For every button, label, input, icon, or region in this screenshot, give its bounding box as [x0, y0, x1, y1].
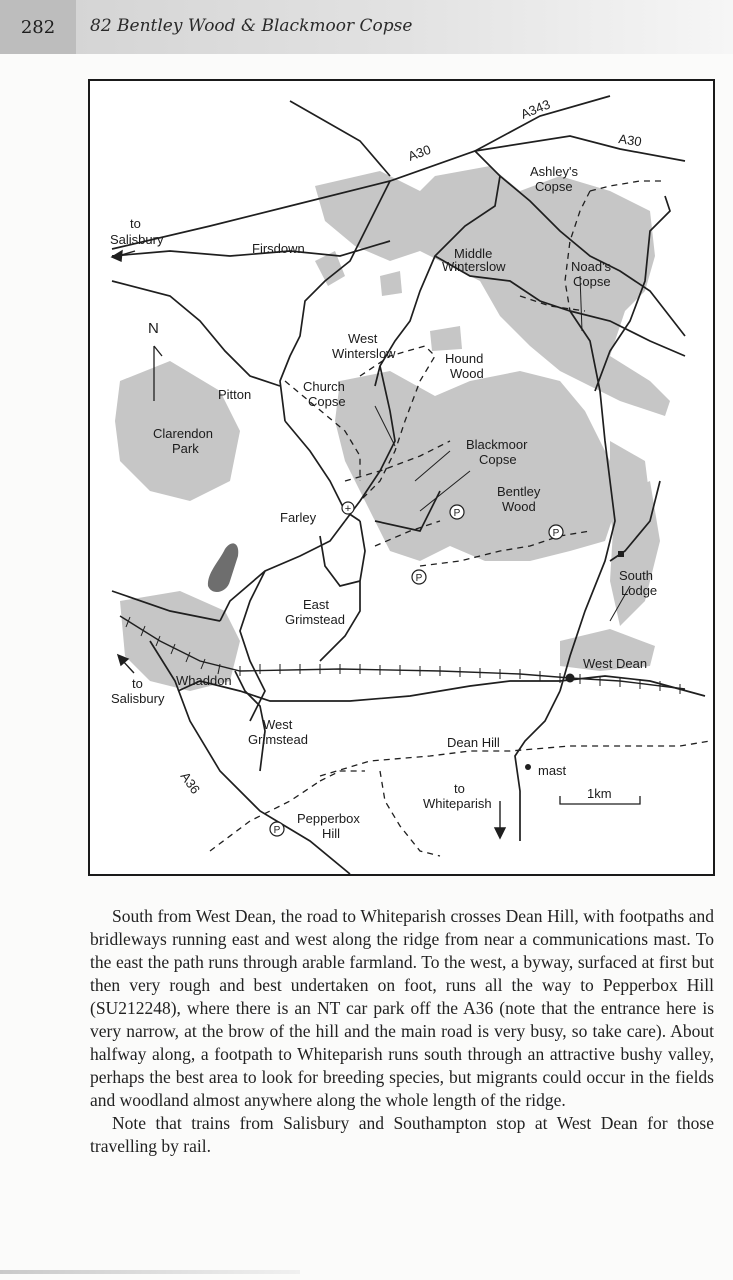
chapter-title: 82 Bentley Wood & Blackmoor Copse [90, 16, 413, 36]
label-bentley-wood-2: Wood [502, 499, 536, 514]
label-north: N [148, 320, 159, 337]
road-whaddon [178, 676, 705, 701]
label-noads-copse-2: Copse [573, 274, 611, 289]
label-noads-copse-1: Noad's [571, 259, 612, 274]
label-hound-wood-2: Wood [450, 366, 484, 381]
map-svg [90, 81, 713, 874]
paragraph-2: Note that trains from Salisbury and Southampton stop at West Dean for those travelling by rail. [90, 1113, 714, 1156]
label-to-whiteparish-2: Whiteparish [423, 796, 492, 811]
label-blackmoor-copse-1: Blackmoor [466, 437, 528, 452]
label-blackmoor-copse-2: Copse [479, 452, 517, 467]
label-a30-left: A30 [405, 141, 433, 164]
label-a36: A36 [177, 769, 204, 797]
label-scale: 1km [587, 786, 612, 801]
paragraph-1: South from West Dean, the road to Whiteparish crosses Dean Hill, with footpaths and bridleways running east and west along the ridge from near a communications mast. To the east the path runs through arable farmland. To the west, a byway, surfaced at first but then very rough and best undertaken on foot, runs all the way to Pepperbox Hill (SU212248), where there is an NT car park off the A36 (note that the entrance here is very narrow, at the brow of the hill and the main road is very busy, so take care). About halfway along, a footpath to Whiteparish runs south through an attractive bushy valley, perhaps the best area to look for breeding species, but migrants could occur in the fields and woodland almost anywhere along the whole length of the ridge. [90, 906, 714, 1110]
label-clarendon-park-1: Clarendon [153, 426, 213, 441]
label-east-grimstead-2: Grimstead [285, 612, 345, 627]
label-clarendon-park-2: Park [172, 441, 199, 456]
road-pitton [112, 281, 280, 386]
label-middle-winterslow-2: Winterslow [442, 259, 506, 274]
woodland-small-3 [430, 326, 462, 351]
label-a30-right: A30 [617, 131, 643, 150]
label-a343: A343 [518, 96, 553, 122]
label-ashleys-copse-1: Ashley's [530, 164, 579, 179]
page-header [0, 0, 733, 54]
parking-east-label: P [552, 528, 560, 539]
label-hound-wood-1: Hound [445, 351, 484, 366]
label-pepperbox-hill-1: Pepperbox [297, 811, 360, 826]
lake [208, 543, 238, 592]
label-west-dean: West Dean [583, 656, 648, 671]
woodland-small-2 [380, 271, 402, 296]
church-plus: + [344, 503, 352, 515]
label-to-salisbury-top-2: Salisbury [110, 232, 164, 247]
label-firsdown: Firsdown [252, 241, 305, 256]
label-church-copse-1: Church [303, 379, 345, 394]
label-west-grimstead-1: West [263, 717, 293, 732]
parking-pepperbox-label: P [273, 825, 281, 836]
path-pepperbox-link [320, 771, 365, 781]
area-map [88, 79, 715, 876]
label-west-grimstead-2: Grimstead [248, 732, 308, 747]
label-south-lodge-2: Lodge [621, 583, 658, 598]
label-farley: Farley [280, 510, 317, 525]
label-bentley-wood-1: Bentley [497, 484, 541, 499]
label-west-winterslow-2: Winterslow [332, 346, 396, 361]
label-to-whiteparish-1: to [454, 781, 465, 796]
label-east-grimstead-1: East [303, 597, 330, 612]
a343-road [290, 101, 390, 176]
west-dean-station [566, 674, 575, 683]
label-to-salisbury-bottom-2: Salisbury [111, 691, 165, 706]
label-west-winterslow-1: West [348, 331, 378, 346]
footer-rule [0, 1270, 300, 1274]
page-number: 282 [0, 0, 76, 54]
label-pitton: Pitton [218, 387, 252, 402]
woodland-south-lodge [610, 481, 660, 626]
label-church-copse-2: Copse [308, 394, 346, 409]
south-lodge-building [618, 551, 624, 557]
parking-farley-label: P [415, 573, 423, 584]
path-whiteparish [380, 771, 440, 856]
label-to-salisbury-top-1: to [130, 216, 141, 231]
label-mast: mast [538, 763, 567, 778]
label-to-salisbury-bottom-1: to [132, 676, 143, 691]
body-text [90, 905, 714, 1158]
label-dean-hill: Dean Hill [447, 735, 500, 750]
label-whaddon: Whaddon [176, 673, 232, 688]
woodland-bentley [335, 371, 615, 561]
label-middle-winterslow-1: Middle [454, 246, 493, 261]
label-pepperbox-hill-2: Hill [322, 826, 341, 841]
parking-bentley-label: P [453, 508, 461, 519]
mast-marker [525, 764, 531, 770]
label-south-lodge-1: South [619, 568, 653, 583]
label-ashleys-copse-2: Copse [535, 179, 573, 194]
